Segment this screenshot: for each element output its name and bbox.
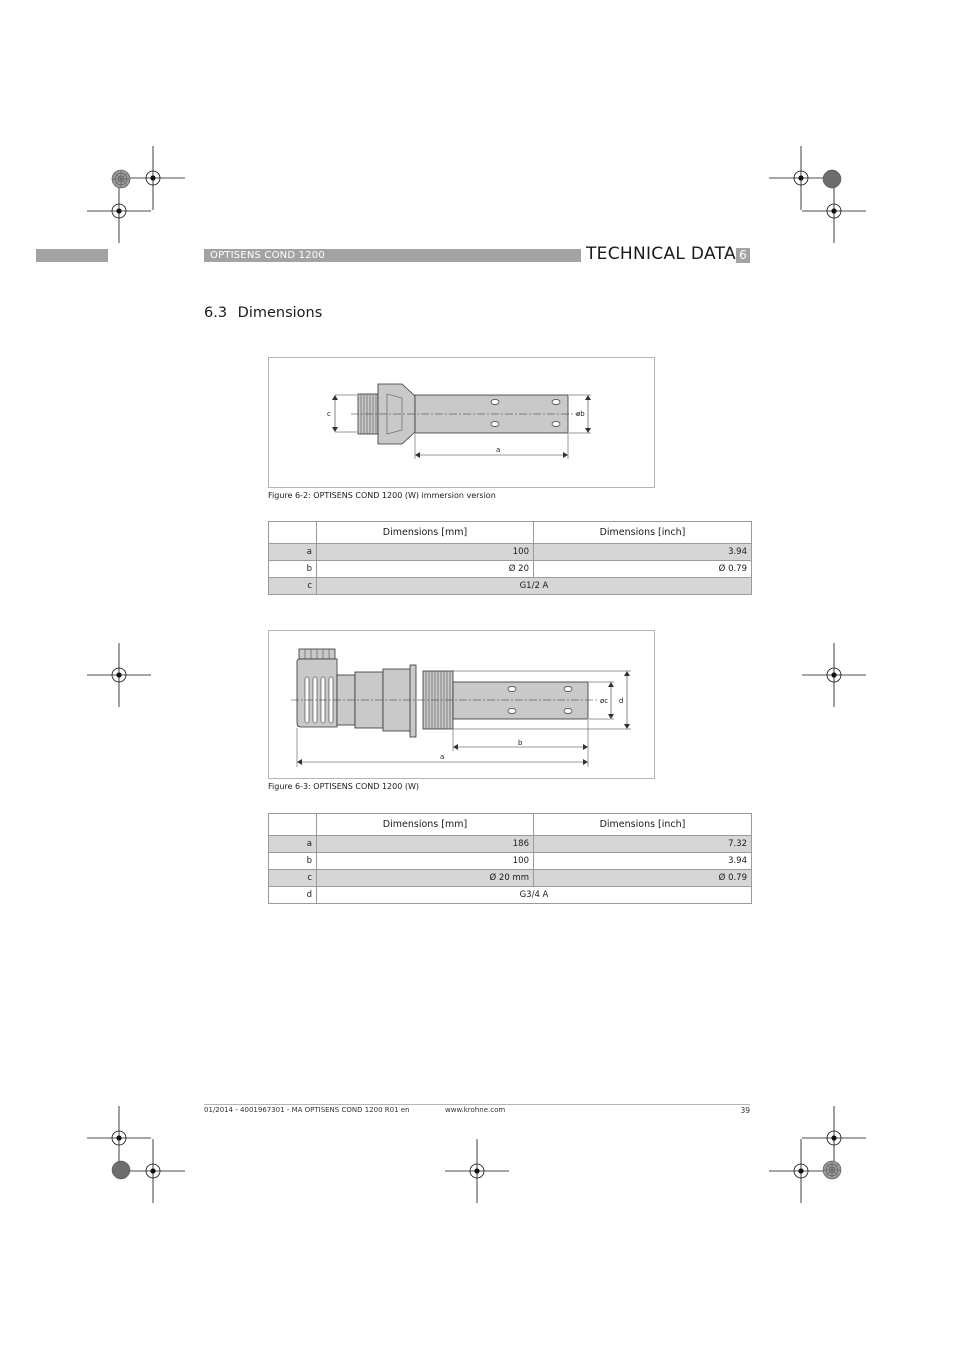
- dimensions-table-standard: [268, 813, 752, 904]
- header-product-name: OPTISENS COND 1200: [210, 250, 325, 261]
- row-mm: 100: [317, 544, 534, 561]
- dim-label-a: a: [440, 753, 445, 761]
- row-mm: Ø 20 mm: [317, 870, 534, 887]
- row-inch: Ø 0.79: [534, 870, 752, 887]
- section-title: Dimensions: [237, 305, 323, 321]
- table-row: [269, 836, 752, 853]
- table-header-cell: [269, 814, 317, 836]
- header-section-title: TECHNICAL DATA: [586, 244, 736, 264]
- row-inch: Ø 0.79: [534, 561, 752, 578]
- row-mm: Ø 20: [317, 561, 534, 578]
- header-chapter-badge: 6: [736, 248, 750, 263]
- table-header-cell: Dimensions [inch]: [534, 814, 752, 836]
- row-key: c: [269, 578, 317, 595]
- row-key: d: [269, 887, 317, 904]
- dimensions-table-immersion: [268, 521, 752, 595]
- figure-standard-version: [268, 630, 655, 779]
- dim-label-c: øc: [600, 697, 609, 705]
- section-number: 6.3: [204, 305, 228, 321]
- row-key: b: [269, 561, 317, 578]
- table-row: [269, 870, 752, 887]
- figure-caption-6-3: Figure 6-3: OPTISENS COND 1200 (W): [268, 782, 420, 791]
- dim-label-b: øb: [576, 410, 585, 418]
- standard-sensor-drawing: [269, 631, 654, 778]
- table-header-row: [269, 814, 752, 836]
- figure-caption-6-2: Figure 6-2: OPTISENS COND 1200 (W) immersion version: [268, 491, 496, 500]
- row-merged-value: G3/4 A: [317, 887, 752, 904]
- section-heading: [204, 305, 322, 321]
- figure-immersion-version: [268, 357, 655, 488]
- dim-label-c: c: [327, 410, 331, 418]
- row-inch: 7.32: [534, 836, 752, 853]
- table-row: [269, 578, 752, 595]
- table-row: [269, 853, 752, 870]
- dim-label-d: d: [619, 697, 624, 705]
- row-mm: 100: [317, 853, 534, 870]
- table-row: [269, 887, 752, 904]
- row-inch: 3.94: [534, 853, 752, 870]
- table-header-cell: Dimensions [inch]: [534, 522, 752, 544]
- footer-rule: [204, 1104, 750, 1105]
- footer-document-id: 01/2014 - 4001967301 - MA OPTISENS COND 1200 R01 en: [204, 1106, 410, 1114]
- row-key: c: [269, 870, 317, 887]
- row-key: a: [269, 544, 317, 561]
- table-row: [269, 544, 752, 561]
- row-key: a: [269, 836, 317, 853]
- dim-label-a: a: [496, 446, 501, 454]
- table-header-cell: Dimensions [mm]: [317, 522, 534, 544]
- header-left-bar: [36, 249, 108, 262]
- table-header-cell: Dimensions [mm]: [317, 814, 534, 836]
- row-key: b: [269, 853, 317, 870]
- row-mm: 186: [317, 836, 534, 853]
- dim-label-b: b: [518, 739, 523, 747]
- footer-page-number: 39: [740, 1106, 750, 1115]
- table-row: [269, 561, 752, 578]
- immersion-sensor-drawing: [269, 358, 654, 487]
- table-header-row: [269, 522, 752, 544]
- row-merged-value: G1/2 A: [317, 578, 752, 595]
- row-inch: 3.94: [534, 544, 752, 561]
- table-header-cell: [269, 522, 317, 544]
- footer-website: www.krohne.com: [445, 1106, 506, 1114]
